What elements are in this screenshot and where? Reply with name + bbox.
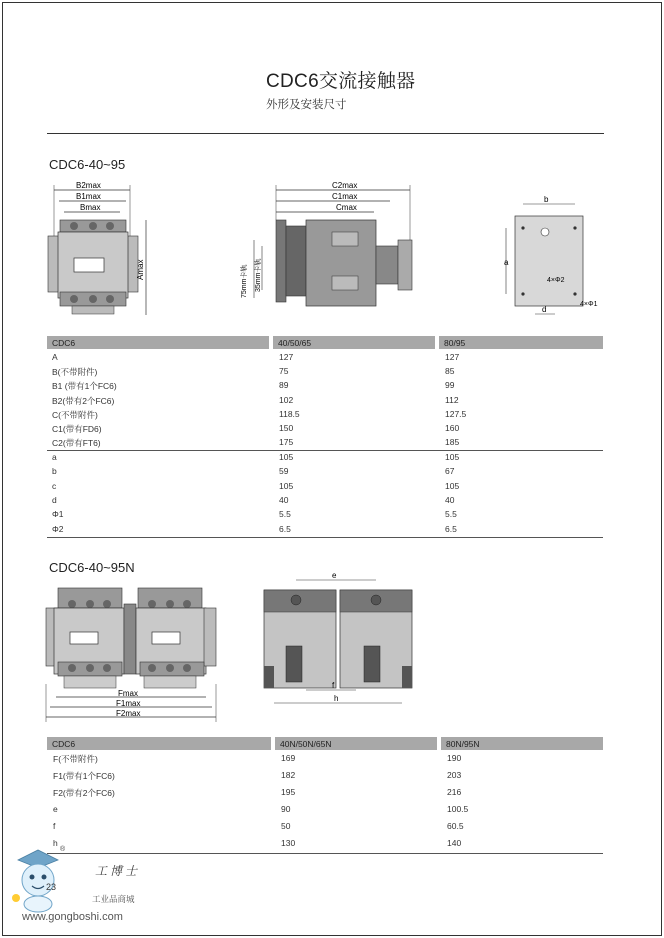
row-value: 130	[281, 838, 296, 848]
page-number: 23	[46, 882, 57, 892]
row-value: 105	[445, 452, 460, 462]
dim-bmax: Bmax	[80, 203, 101, 212]
row-value: 50	[281, 821, 291, 831]
row-label: F(不带附件)	[53, 754, 98, 764]
contactor-front-view	[46, 180, 156, 320]
table-row	[47, 785, 603, 799]
row-value: 216	[447, 787, 462, 797]
dim-rail75: 75mm卡轨	[241, 264, 248, 298]
dim-e: e	[332, 571, 337, 580]
reversing-mounting-diagram	[260, 570, 420, 710]
row-value: 5.5	[445, 509, 457, 520]
page-title: CDC6交流接触器	[266, 71, 416, 92]
row-value: 105	[445, 480, 460, 491]
table-row	[47, 407, 603, 421]
table-row	[47, 802, 603, 816]
table-row	[47, 819, 603, 833]
dim-rail35: 35mm卡轨	[255, 258, 262, 292]
row-value: 169	[281, 753, 296, 763]
contactor-side-view	[232, 180, 422, 320]
row-label: b	[52, 466, 57, 477]
title-divider	[47, 133, 604, 134]
logo-subtitle: 工业品商城	[92, 894, 135, 904]
table-row	[47, 493, 603, 507]
table-row	[47, 393, 603, 407]
table-row	[47, 435, 603, 449]
table-row	[47, 450, 603, 464]
row-value: 67	[445, 466, 455, 477]
dim-d: d	[542, 305, 547, 314]
row-value: 99	[445, 380, 455, 391]
row-label: d	[52, 494, 57, 505]
table1-header-col1: 40/50/65	[273, 336, 435, 349]
dim-f1max: F1max	[116, 699, 141, 708]
row-value: 59	[279, 466, 289, 477]
table1-bottom-line	[47, 537, 603, 538]
dim-b2max: B2max	[76, 181, 101, 190]
row-value: 6.5	[279, 523, 291, 534]
table-row	[47, 364, 603, 378]
row-label: A	[52, 352, 58, 362]
row-label: B1 (带有1个FC6)	[52, 381, 117, 392]
dim-b: b	[544, 195, 549, 204]
table-row	[47, 479, 603, 493]
table-row	[47, 522, 603, 536]
row-value: 185	[445, 437, 460, 448]
page-subtitle: 外形及安装尺寸	[266, 99, 347, 111]
row-label: c	[52, 480, 57, 491]
row-value: 75	[279, 366, 289, 377]
row-value: 127	[279, 352, 294, 362]
table-cdc6-40-95	[47, 336, 603, 536]
mounting-hole-diagram	[500, 192, 610, 320]
dim-f2max: F2max	[116, 709, 141, 718]
table-row	[47, 507, 603, 521]
row-label: a	[52, 452, 57, 462]
row-label: Φ1	[52, 509, 64, 520]
table-row	[47, 464, 603, 478]
table2-header-col1: 40N/50N/65N	[275, 737, 437, 750]
row-label: F2(带有2个FC6)	[53, 788, 115, 798]
table2-bottom-line	[47, 853, 603, 854]
row-value: 112	[445, 394, 459, 405]
table1-header-col2: 80/95	[439, 336, 603, 349]
row-value: 40	[279, 494, 289, 505]
row-value: 195	[281, 787, 296, 797]
row-value: 85	[445, 366, 455, 377]
row-value: 60.5	[447, 821, 464, 831]
row-value: 105	[279, 480, 294, 491]
row-value: 89	[279, 380, 289, 391]
row-label: B2(带有2个FC6)	[52, 395, 115, 406]
table-row	[47, 768, 603, 782]
row-label: F1(带有1个FC6)	[53, 771, 115, 781]
row-label: C(不带附件)	[52, 409, 98, 420]
table-cdc6-40-95n	[47, 737, 603, 855]
dim-amax: Amax	[136, 259, 145, 280]
table-row	[47, 751, 603, 765]
row-label: B(不带附件)	[52, 367, 98, 378]
row-value: 118.5	[279, 408, 300, 419]
dim-4phi2: 4×Φ2	[547, 277, 565, 284]
table1-header-model: CDC6	[47, 336, 269, 349]
mascot-logo	[8, 848, 70, 914]
row-value: 190	[447, 753, 462, 763]
row-value: 127	[445, 352, 460, 362]
dim-f: f	[332, 681, 335, 690]
row-value: 127.5	[445, 408, 467, 419]
row-value: 140	[447, 838, 462, 848]
dim-a: a	[504, 258, 509, 267]
row-label: e	[53, 804, 58, 814]
row-value: 40	[445, 494, 455, 505]
section2-heading: CDC6-40~95N	[49, 560, 135, 575]
logo-name: 工博士	[95, 864, 141, 878]
row-label: h	[53, 838, 58, 848]
table-row	[47, 836, 603, 850]
table2-header-model: CDC6	[47, 737, 271, 750]
row-label: f	[53, 821, 56, 831]
table-row	[47, 350, 603, 364]
row-value: 105	[279, 452, 294, 462]
row-value: 150	[279, 423, 294, 433]
row-label: C2(带有FT6)	[52, 438, 101, 449]
row-value: 102	[279, 394, 294, 405]
row-value: 100.5	[447, 804, 469, 814]
dim-cmax: Cmax	[336, 203, 357, 212]
row-label: Φ2	[52, 523, 64, 534]
table-row	[47, 378, 603, 392]
dim-h: h	[334, 694, 339, 703]
section1-heading: CDC6-40~95	[49, 157, 126, 172]
row-value: 5.5	[279, 509, 291, 520]
reversing-contactor-front-view	[44, 584, 219, 724]
table2-header-col2: 80N/95N	[441, 737, 603, 750]
row-value: 160	[445, 423, 460, 433]
row-value: 175	[279, 437, 294, 448]
dim-c2max: C2max	[332, 181, 358, 190]
website-url[interactable]: www.gongboshi.com	[22, 911, 123, 923]
row-label: C1(带有FD6)	[52, 424, 102, 434]
dim-c1max: C1max	[332, 192, 358, 201]
row-value: 182	[281, 770, 296, 780]
dim-fmax: Fmax	[118, 689, 138, 698]
dim-4phi1: 4×Φ1	[580, 301, 598, 308]
table-row	[47, 421, 603, 435]
row-value: 90	[281, 804, 291, 814]
dim-b1max: B1max	[76, 192, 101, 201]
registered-mark: ®	[60, 846, 66, 853]
row-value: 203	[447, 770, 462, 780]
table1-group-divider	[47, 450, 603, 451]
row-value: 6.5	[445, 523, 457, 534]
